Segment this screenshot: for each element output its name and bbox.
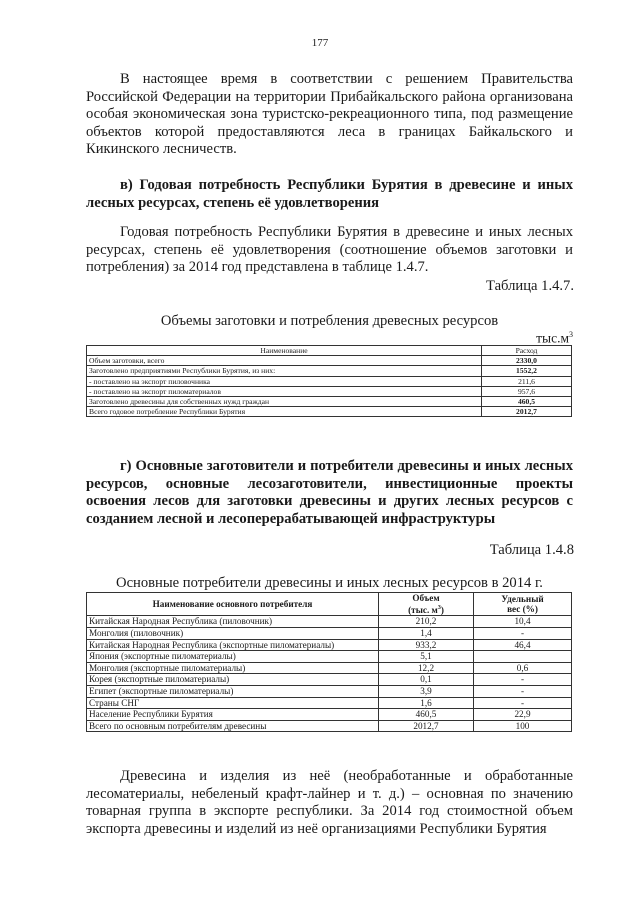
row-share: - [474, 674, 572, 686]
row-value: 1552,2 [482, 366, 572, 376]
row-share: 10,4 [474, 616, 572, 628]
row-share: - [474, 697, 572, 709]
row-volume: 460,5 [379, 709, 474, 721]
table-1-4-8-title: Основные потребители древесины и иных лесных ресурсов в 2014 г. [116, 575, 543, 591]
header-expense: Расход [482, 346, 572, 356]
table-1-4-8 [86, 592, 572, 732]
intro-paragraph: В настоящее время в соответствии с решением Правительства Российской Федерации на территории Прибайкальского района организована особая экономическая зона туристско-рекреационного типа, под размещение объектов которой предоставляются леса в границах Байкальского и Кикинского лесничеств. [86, 71, 573, 158]
row-name: - поставлено на экспорт пиломатериалов [87, 386, 482, 396]
row-share: - [474, 628, 572, 640]
table-row [87, 651, 572, 663]
header-volume-end: ) [440, 605, 444, 616]
table-row [87, 628, 572, 640]
row-name: Заготовлено предприятиями Республики Бурятия, из них: [87, 366, 482, 376]
row-value: 2330,0 [482, 356, 572, 366]
row-name: Объем заготовки, всего [87, 356, 482, 366]
table-row [87, 709, 572, 721]
row-volume: 1,4 [379, 628, 474, 640]
table-1-4-7 [86, 345, 572, 417]
row-volume: 3,9 [379, 686, 474, 698]
table-row [87, 407, 572, 417]
table-row [87, 639, 572, 651]
units-text: тыс.м [536, 330, 569, 346]
row-name: Заготовлено древесины для собственных нужд граждан [87, 397, 482, 407]
table-1-4-7-title: Объемы заготовки и потребления древесных ресурсов [160, 313, 499, 329]
row-volume: 1,6 [379, 697, 474, 709]
table-1-4-7-label: Таблица 1.4.7. [486, 278, 574, 294]
section-v-heading: в) Годовая потребность Республики Бурятия в древесине и иных лесных ресурсах, степень её удовлетворения [86, 177, 573, 211]
header-volume-line2: (тыс. м [408, 605, 438, 616]
header-volume-sup: 3 [437, 605, 441, 612]
row-share: 0,6 [474, 662, 572, 674]
header-name: Наименование [87, 346, 482, 356]
row-value: 957,6 [482, 386, 572, 396]
table-header-row [87, 593, 572, 616]
row-value: 2012,7 [482, 407, 572, 417]
table-row [87, 376, 572, 386]
table-row [87, 697, 572, 709]
table-row [87, 397, 572, 407]
row-consumer: Китайская Народная Республика (экспортные пиломатериалы) [87, 639, 379, 651]
row-name: - поставлено на экспорт пиловочника [87, 376, 482, 386]
row-volume: 5,1 [379, 651, 474, 663]
table-row [87, 662, 572, 674]
table-row [87, 720, 572, 732]
table-row [87, 366, 572, 376]
header-share-line2: вес (%) [507, 604, 538, 615]
row-volume: 2012,7 [379, 720, 474, 732]
row-consumer: Корея (экспортные пиломатериалы) [87, 674, 379, 686]
row-consumer: Монголия (пиловочник) [87, 628, 379, 640]
units-superscript: 3 [569, 330, 573, 339]
row-consumer: Население Республики Бурятия [87, 709, 379, 721]
row-volume: 0,1 [379, 674, 474, 686]
row-share: - [474, 686, 572, 698]
row-volume: 12,2 [379, 662, 474, 674]
row-share: 100 [474, 720, 572, 732]
table-row [87, 616, 572, 628]
header-volume [379, 593, 474, 616]
header-consumer: Наименование основного потребителя [87, 593, 379, 616]
row-consumer: Монголия (экспортные пиломатериалы) [87, 662, 379, 674]
row-volume: 210,2 [379, 616, 474, 628]
table-row [87, 356, 572, 366]
row-share: 22,9 [474, 709, 572, 721]
row-name: Всего годовое потребление Республики Бурятия [87, 407, 482, 417]
row-volume: 933,2 [379, 639, 474, 651]
table-row [87, 686, 572, 698]
table-header-row [87, 346, 572, 356]
table-1-4-8-label: Таблица 1.4.8 [489, 542, 574, 558]
final-paragraph: Древесина и изделия из неё (необработанные и обработанные лесоматериалы, небеленый крафт-лайнер и т. д.) – основная по значению товарная группа в экспорте республики. За 2014 год стоимостной объем экспорта древесины и изделий из неё организациями Республики Бурятия [86, 768, 573, 837]
section-g-heading: г) Основные заготовители и потребители древесины и иных лесных ресурсов, основные лесозаготовители, инвестиционные проекты освоения лесов для заготовки древесины и других лесных ресурсов с созданием лесной и лесоперерабатывающей инфраструктуры [86, 458, 573, 527]
row-consumer: Япония (экспортные пиломатериалы) [87, 651, 379, 663]
header-volume-line1: Объем [412, 593, 440, 603]
header-share [474, 593, 572, 616]
table-row [87, 674, 572, 686]
row-share [474, 651, 572, 663]
table-row [87, 386, 572, 396]
row-share: 46,4 [474, 639, 572, 651]
row-value: 211,6 [482, 376, 572, 386]
page-number: 177 [311, 37, 329, 49]
row-consumer: Всего по основным потребителям древесины [87, 720, 379, 732]
row-consumer: Страны СНГ [87, 697, 379, 709]
row-consumer: Египет (экспортные пиломатериалы) [87, 686, 379, 698]
section-v-text: Годовая потребность Республики Бурятия в древесине и иных лесных ресурсах, степень её удовлетворения (соотношение объемов заготовки и потребления) за 2014 год представлена в таблице 1.4.7. [86, 224, 573, 276]
header-share-line1: Удельный [501, 594, 544, 605]
row-consumer: Китайская Народная Республика (пиловочник) [87, 616, 379, 628]
row-value: 460,5 [482, 397, 572, 407]
